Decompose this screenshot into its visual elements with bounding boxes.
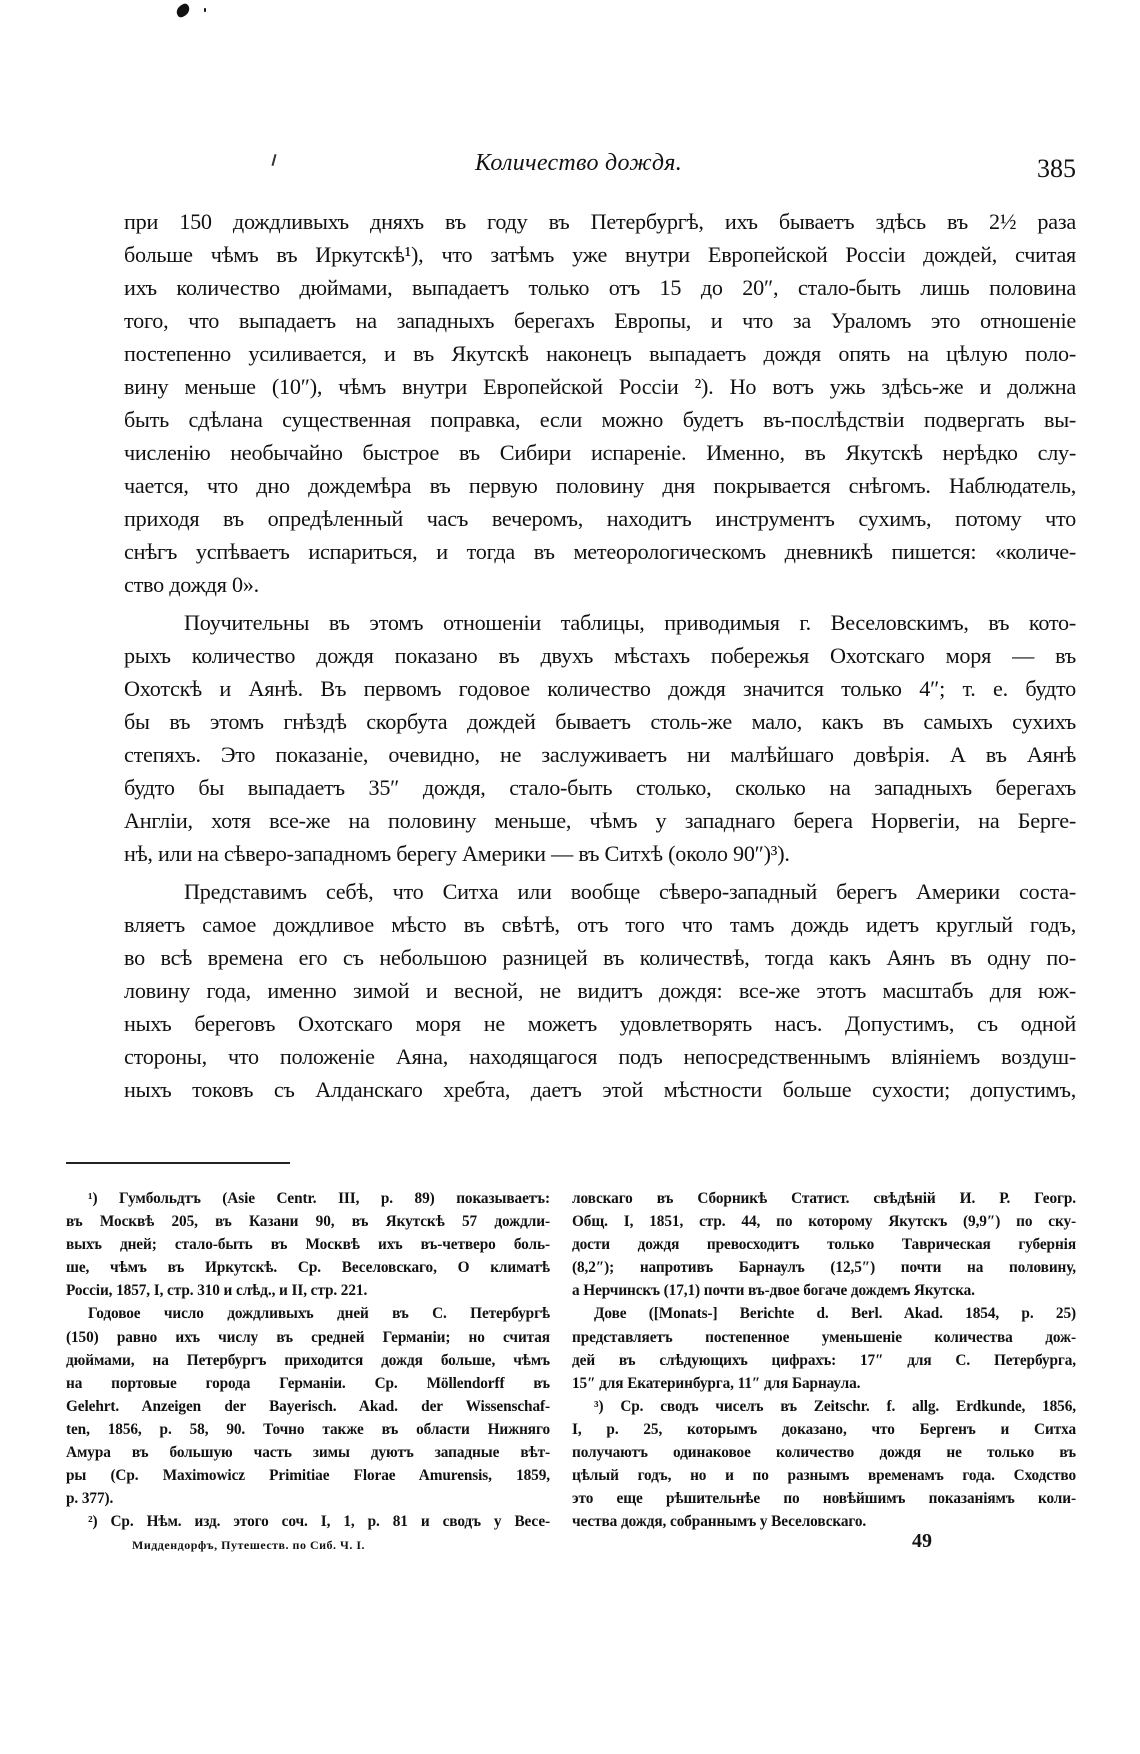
footnote-line: Амура въ большую часть зимы дуютъ западные вѣт-: [66, 1444, 550, 1462]
footnote-line: Дове ([Monats-] Berichte d. Berl. Akad. 1854, p. 25): [594, 1305, 1076, 1323]
text-line: нѣ, или на сѣверо-западномъ берегу Америки — въ Ситхѣ (около 90″)³).: [124, 841, 790, 866]
footnote-line: дюймами, на Петербургъ приходится дождя больше, чѣмъ: [66, 1351, 550, 1369]
footnote-line: въ Москвѣ 205, въ Казани 90, въ Якутскѣ 57 дождли-: [66, 1213, 550, 1231]
footnote-separator-rule: [66, 1162, 290, 1164]
text-line: бы въ этомъ гнѣздѣ скорбута дождей бываетъ столь-же мало, какъ въ самыхъ сухихъ: [124, 709, 1076, 734]
text-line: постепенно усиливается, и въ Якутскѣ наконецъ выпадаетъ дождя опять на цѣлую поло-: [124, 341, 1076, 366]
text-line: Представимъ себѣ, что Ситха или вообще сѣверо-западный берегъ Америки соста-: [184, 879, 1076, 904]
footnote-line: (150) равно ихъ числу въ средней Германіи; но считая: [66, 1328, 550, 1346]
text-line: численію необычайно быстрое въ Сибири испареніе. Именно, въ Якутскѣ нерѣдко слу-: [124, 440, 1076, 465]
paragraph-1: [124, 205, 1076, 601]
text-line: ихъ количество дюймами, выпадаетъ только отъ 15 до 20″, стало-быть лишь половина: [124, 275, 1076, 300]
text-line: Англіи, хотя все-же на половину меньше, чѣмъ у западнаго берега Норвегіи, на Берге-: [124, 808, 1076, 833]
footnote-line: Годовое число дождливыхъ дней въ С. Петербургѣ: [88, 1305, 550, 1323]
text-line: ство дождя 0».: [124, 572, 259, 597]
text-line: степяхъ. Это показаніе, очевидно, не заслуживаетъ ни малѣйшаго довѣрія. А въ Аянѣ: [124, 742, 1076, 767]
scan-artifact-dot: [204, 8, 206, 12]
footnote-line: (8,2″); напротивъ Барнаулъ (12,5″) почти на половину,: [572, 1259, 1076, 1277]
footnote-line: а Нерчинскъ (17,1) почти въ-двое богаче дождемъ Якутска.: [572, 1282, 975, 1300]
footnotes-left-column: [66, 1187, 550, 1533]
printer-signature: Миддендорфъ, Путешеств. по Сиб. Ч. I.: [132, 1538, 365, 1552]
footnote-line: I, p. 25, которымъ доказано, что Бергенъ и Ситха: [572, 1420, 1076, 1438]
main-text: [124, 205, 1076, 1111]
paragraph-2: [124, 606, 1076, 870]
footnote-line: ры (Cp. Maximowicz Primitiae Florae Amurensis, 1859,: [66, 1467, 550, 1485]
text-line: того, что выпадаетъ на западныхъ берегахъ Европы, и что за Ураломъ это отношеніе: [124, 308, 1076, 333]
text-line: при 150 дождливыхъ дняхъ въ году въ Петербургѣ, ихъ бываетъ здѣсь въ 2½ раза: [124, 209, 1076, 234]
footnote-line: представляетъ постепенное уменьшеніе количества дож-: [572, 1328, 1076, 1346]
text-line: Охотскѣ и Аянѣ. Въ первомъ годовое количество дождя значится только 4″; т. е. будто: [124, 676, 1076, 701]
footnote-line: ловскаго въ Сборникѣ Статист. свѣдѣній И. Р. Геогр.: [572, 1190, 1076, 1207]
sheet-signature-number: 49: [912, 1530, 932, 1552]
page-header: [0, 150, 1140, 184]
text-line: будто бы выпадаетъ 35″ дождя, стало-быть столько, сколько на западныхъ берегахъ: [124, 775, 1076, 800]
scan-artifact-tick: [271, 154, 276, 166]
footnote-line: ten, 1856, p. 58, 90. Точно также въ области Нижняго: [66, 1420, 550, 1438]
text-line: ныхъ береговъ Охотскаго моря не можетъ удовлетворять насъ. Допустимъ, съ одной: [124, 1011, 1076, 1036]
paragraph-3: [124, 875, 1076, 1106]
text-line: ныхъ токовъ съ Алданскаго хребта, даетъ этой мѣстности больше сухости; допустимъ,: [124, 1077, 1076, 1102]
text-line: Поучительны въ этомъ отношеніи таблицы, приводимыя г. Веселовскимъ, въ кото-: [184, 610, 1076, 635]
text-line: ловину года, именно зимой и весной, не видитъ дождя: все-же этотъ масштабъ для юж-: [124, 978, 1076, 1003]
text-line: рыхъ количество дождя показано въ двухъ мѣстахъ побережья Охотскаго моря — въ: [124, 643, 1076, 668]
page-number: 385: [1037, 154, 1076, 183]
footnote-line: цѣлый годъ, но и по разнымъ временамъ года. Сходство: [572, 1467, 1076, 1485]
text-line: быть сдѣлана существенная поправка, если можно будетъ въ-послѣдствіи подвергать вы-: [124, 407, 1076, 432]
footnote-line: ¹) Гумбольдтъ (Asie Centr. III, p. 89) показываетъ:: [88, 1190, 550, 1207]
text-line: чается, что дно дождемѣра въ первую половину дня покрывается снѣгомъ. Наблюдатель,: [124, 473, 1076, 498]
footnotes-right-column: [572, 1187, 1076, 1533]
text-line: стороны, что положеніе Аяна, находящагося подъ непосредственнымъ вліяніемъ воздуш-: [124, 1044, 1076, 1069]
footnote-line: 15″ для Екатеринбурга, 11″ для Барнаула.: [572, 1374, 861, 1392]
text-line: вляетъ самое дождливое мѣсто въ свѣтѣ, отъ того что тамъ дождь идетъ круглый годъ,: [124, 912, 1076, 937]
footnote-line: получаютъ одинаковое количество дождя не только въ: [572, 1444, 1076, 1462]
footnote-line: ше, чѣмъ въ Иркутскѣ. Ср. Веселовскаго, О климатѣ: [66, 1259, 550, 1277]
footnote-line: ³) Ср. сводъ чиселъ въ Zeitschr. f. allg. Erdkunde, 1856,: [594, 1397, 1076, 1415]
footnote-line: p. 377).: [66, 1490, 114, 1508]
text-line: приходя въ опредѣленный часъ вечеромъ, находитъ инструментъ сухимъ, потому что: [124, 506, 1076, 531]
text-line: вину меньше (10″), чѣмъ внутри Европейской Россіи ²). Но вотъ ужь здѣсь-же и должна: [124, 374, 1076, 399]
running-title: Количество дождя.: [475, 150, 683, 176]
footnote-line: Россіи, 1857, I, стр. 310 и слѣд., и II, стр. 221.: [66, 1282, 368, 1300]
text-line: снѣгъ успѣваетъ испариться, и тогда въ метеорологическомъ дневникѣ пишется: «количе-: [124, 539, 1076, 564]
footnote-line: чества дождя, собраннымъ у Веселовскаго.: [572, 1513, 867, 1531]
footnote-line: дости дождя превосходитъ только Таврическая губернія: [572, 1236, 1076, 1254]
footnote-line: Gelehrt. Anzeigen der Bayerisch. Akad. der Wissenschaf-: [66, 1397, 550, 1415]
footnote-line: это еще рѣшительнѣе по новѣйшимъ показаніямъ коли-: [572, 1490, 1076, 1508]
text-line: больше чѣмъ въ Иркутскѣ¹), что затѣмъ уже внутри Европейской Россіи дождей, считая: [124, 242, 1076, 267]
footnote-line: выхъ дней; стало-быть въ Москвѣ ихъ въ-четверо боль-: [66, 1236, 550, 1254]
footnote-line: на портовые города Германіи. Ср. Möllendorff въ: [66, 1374, 550, 1392]
text-line: во всѣ времена его съ небольшою разницей въ количествѣ, тогда какъ Аянъ въ одну по-: [124, 945, 1076, 970]
footnote-line: ²) Ср. Нѣм. изд. этого соч. I, 1, p. 81 и сводъ у Весе-: [88, 1513, 550, 1531]
footnote-line: Общ. I, 1851, стр. 44, по которому Якутскъ (9,9″) по ску-: [572, 1213, 1076, 1231]
footnote-line: дей въ слѣдующихъ цифрахъ: 17″ для С. Петербурга,: [572, 1351, 1076, 1369]
scan-artifact-mark: [174, 2, 192, 19]
